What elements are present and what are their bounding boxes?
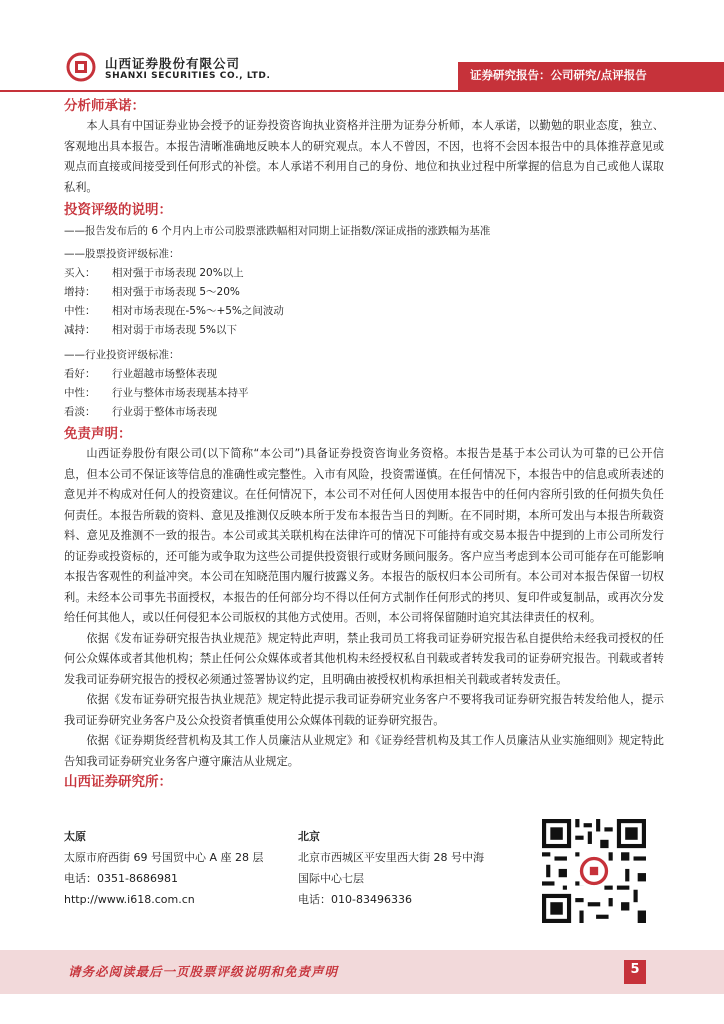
company-logo-icon [66,52,96,82]
stock-rating-header: ——股票投资评级标准： [64,248,180,260]
beijing-address: 北京市西城区平安里西大街 28 号中海 [298,851,484,864]
taiyuan-phone: 电话：0351-8686981 [64,872,178,885]
beijing-city: 北京 [298,830,320,843]
stock-rating-row: 买入： 相对强于市场表现 20%以上 [64,267,244,279]
rating-title: 投资评级的说明： [64,202,172,218]
page-number: 5 [630,962,640,977]
disclaimer-title: 免责声明： [64,426,132,442]
industry-rating-row: 看淡： 行业弱于整体市场表现 [64,406,217,418]
industry-rating-row: 看好： 行业超越市场整体表现 [64,368,217,380]
qr-code-icon [542,819,646,923]
analyst-commitment-body: 本人具有中国证券业协会授予的证券投资咨询执业资格并注册为证券分析师，本人承诺，以勤勉的职业态度，独立、客观地出具本报告。本报告清晰准确地反映本人的研究观点。本人不曾因，不因，也将不会因本报告中的具体推荐意见或观点而直接或间接受到任何形式的补偿。本人承诺不利用自己的身份、地位和执业过程中所掌握的信息为自己或他人谋取私利。 [64,119,664,194]
website-link[interactable]: http://www.i618.com.cn [64,893,195,906]
company-name-en: SHANXI SECURITIES CO., LTD. [105,71,271,81]
institute-title: 山西证券研究所： [64,774,172,790]
company-name-cn: 山西证券股份有限公司 [105,56,241,71]
disclaimer-paragraph-3: 依据《发布证券研究报告执业规范》规定特此提示我司证券研究业务客户不要将我司证券研究报告转发给他人，提示我司证券研究业务客户及公众投资者慎重使用公众媒体刊载的证券研究报告。 [64,693,664,727]
beijing-office [298,826,484,910]
disclaimer-paragraph-4: 依据《证券期货经营机构及其工作人员廉洁从业规定》和《证券经营机构及其工作人员廉洁从业实施细则》规定特此告知我司证券研究业务客户遵守廉洁从业规定。 [64,734,664,768]
main-content [64,96,664,792]
rating-note: ——报告发布后的 6 个月内上市公司股票涨跌幅相对同期上证指数/深证成指的涨跌幅为基准 [64,225,491,237]
disclaimer-paragraph-1: 山西证券股份有限公司(以下简称“本公司”)具备证券投资咨询业务资格。本报告是基于本公司认为可靠的已公开信息，但本公司不保证该等信息的准确性或完整性。入市有风险，投资需谨慎。在任何情况下，本报告中的信息或所表述的意见并不构成对任何人的投资建议。在任何情况下，本公司不对任何人因使用本报告中的任何内容所引致的任何损失负任何责任。本报告所载的资料、意见及推测仅反映本所于发布本报告当日的判断。在不同时期，本所可发出与本报告所载资料、意见及推测不一致的报告。本公司或其关联机构在法律许可的情况下可能持有或交易本报告中提到的上市公司所发行的证券或投资标的，还可能为或争取为这些公司提供投资银行或财务顾问服务。客户应当考虑到本公司可能存在可能影响本报告客观性的利益冲突。本公司在知晓范围内履行披露义务。本报告的版权归本公司所有。本公司对本报告保留一切权利。未经本公司事先书面授权，本报告的任何部分均不得以任何方式制作任何形式的拷贝、复印件或复制品，或再次分发给任何其他人，或以任何侵犯本公司版权的其他方式使用。否则，本公司将保留随时追究其法律责任的权利。 [64,447,664,624]
stock-rating-row: 减持： 相对弱于市场表现 5%以下 [64,324,237,336]
beijing-address-line2: 国际中心七层 [298,872,364,885]
stock-rating-row: 增持： 相对强于市场表现 5～20% [64,286,240,298]
industry-rating-row: 中性： 行业与整体市场表现基本持平 [64,387,249,399]
footer-notice: 请务必阅读最后一页股票评级说明和免责声明 [68,964,339,979]
beijing-phone: 电话：010-83496336 [298,893,412,906]
disclaimer-paragraph-2: 依据《发布证券研究报告执业规范》规定特此声明，禁止我司员工将我司证券研究报告私自提供给未经我司授权的任何公众媒体或者其他机构；禁止任何公众媒体或者其他机构未经授权私自刊载或者转发我司的证券研究报告。刊载或者转发我司证券研究报告的授权必须通过签署协议约定，且明确由被授权机构承担相关刊载或者转发责任。 [64,631,664,686]
industry-rating-header: ——行业投资评级标准： [64,349,180,361]
taiyuan-address: 太原市府西街 69 号国贸中心 A 座 28 层 [64,851,264,864]
page-header [0,0,724,92]
taiyuan-office [64,826,264,910]
taiyuan-city: 太原 [64,830,86,843]
header-divider [0,90,724,92]
report-type: 证券研究报告：公司研究/点评报告 [470,68,647,82]
analyst-commitment-title: 分析师承诺： [64,98,145,114]
stock-rating-row: 中性： 相对市场表现在-5%～+5%之间波动 [64,305,284,317]
